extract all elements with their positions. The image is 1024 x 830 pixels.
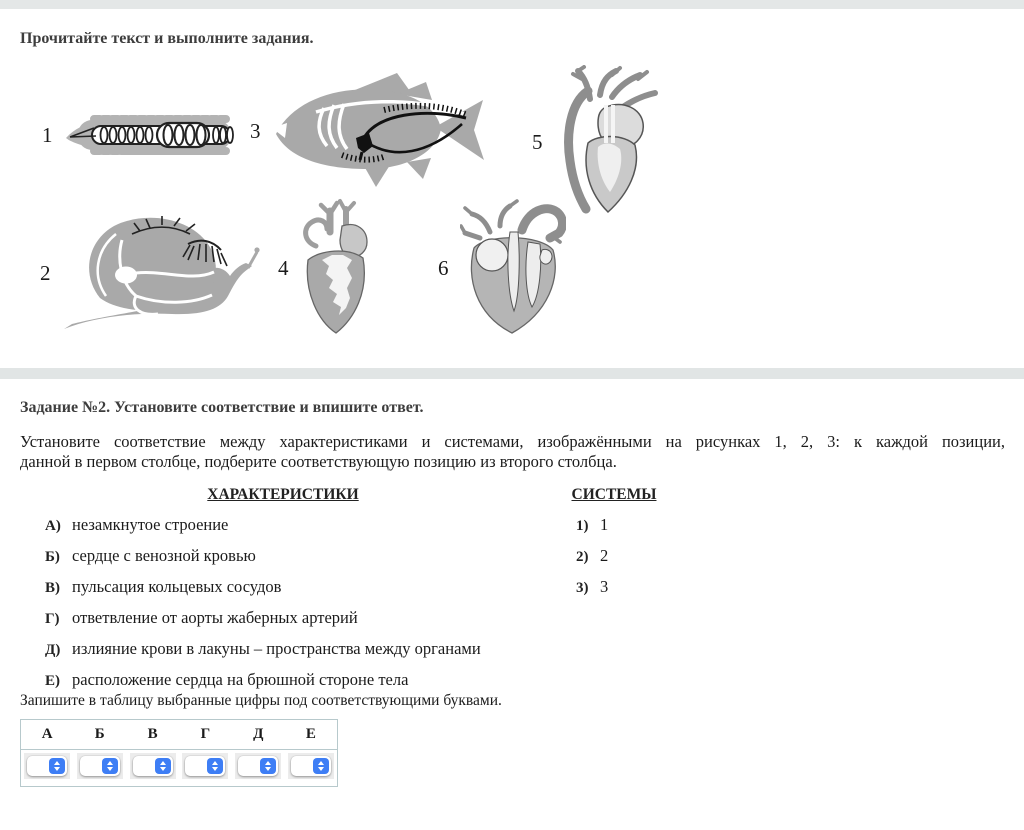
heart-aortic-arches-icon <box>554 65 662 220</box>
answer-cell-a <box>24 753 70 779</box>
system-item-2: 2) 2 <box>576 546 609 565</box>
figure-4 <box>278 198 372 338</box>
answer-col-g: Г <box>179 720 232 750</box>
write-note: Запишите в таблицу выбранные цифры под соответствующими буквами. <box>20 692 502 709</box>
system-item-3: 3) 3 <box>576 577 609 596</box>
figure-4-label: 4 <box>278 255 289 280</box>
figure-6 <box>438 198 566 338</box>
answer-select-g[interactable] <box>185 756 225 776</box>
figure-2-label: 2 <box>40 260 51 285</box>
answer-col-b: Б <box>73 720 126 750</box>
answer-col-a: А <box>21 720 74 750</box>
system-item-1: 1) 1 <box>576 515 609 534</box>
snail-circulatory-icon <box>62 212 262 334</box>
answer-select-a[interactable] <box>27 756 67 776</box>
answer-table-header-row <box>21 720 338 750</box>
earthworm-circulatory-icon <box>64 110 234 160</box>
select-stepper-icon <box>102 758 118 774</box>
systems-header: СИСТЕМЫ <box>571 486 657 503</box>
select-stepper-icon <box>313 758 329 774</box>
characteristic-item-b: Б) сердце с венозной кровью <box>45 546 256 565</box>
answer-select-b[interactable] <box>80 756 120 776</box>
three-chambered-heart-icon <box>460 198 566 338</box>
top-divider-bar <box>0 0 1024 9</box>
answer-table <box>20 719 338 787</box>
answer-table-select-row <box>21 750 338 787</box>
characteristics-column <box>20 486 546 696</box>
answer-select-v[interactable] <box>133 756 173 776</box>
figure-1 <box>42 110 234 160</box>
figure-5 <box>532 65 662 220</box>
characteristic-item-a: А) незамкнутое строение <box>45 515 229 534</box>
answer-col-d: Д <box>232 720 285 750</box>
characteristic-item-e: Е) расположение сердца на брюшной стороне тела <box>45 670 409 689</box>
characteristics-header: ХАРАКТЕРИСТИКИ <box>207 486 359 503</box>
characteristic-item-v: В) пульсация кольцевых сосудов <box>45 577 282 596</box>
task-title: Задание №2. Установите соответствие и впишите ответ. <box>20 399 424 416</box>
figure-6-label: 6 <box>438 255 449 280</box>
page-title: Прочитайте текст и выполните задания. <box>20 30 314 47</box>
select-stepper-icon <box>207 758 223 774</box>
answer-cell-b <box>77 753 123 779</box>
task-instruction: Установите соответствие между характеристиками и системами, изображёнными на рисунках 1, 2, 3: к каждой позиции, данной в первом столбце, подберите соответствующую позицию из второго столбца. <box>20 432 1005 471</box>
answer-cell-d <box>235 753 281 779</box>
select-stepper-icon <box>260 758 276 774</box>
answer-select-d[interactable] <box>238 756 278 776</box>
answer-cell-g <box>182 753 228 779</box>
answer-col-v: В <box>126 720 179 750</box>
matching-columns <box>20 486 1004 688</box>
figure-3-label: 3 <box>250 118 261 143</box>
answer-col-e: Е <box>285 720 338 750</box>
systems-column <box>556 486 672 603</box>
figure-2 <box>40 212 262 334</box>
select-stepper-icon <box>49 758 65 774</box>
fish-circulatory-icon <box>272 72 487 190</box>
answer-select-e[interactable] <box>291 756 331 776</box>
section-divider-bar <box>0 368 1024 379</box>
figure-3 <box>250 72 487 190</box>
figure-5-label: 5 <box>532 130 543 154</box>
two-chambered-heart-icon <box>300 198 372 338</box>
characteristic-item-d: Д) излияние крови в лакуны – пространства между органами <box>45 639 481 658</box>
select-stepper-icon <box>155 758 171 774</box>
answer-cell-e <box>288 753 334 779</box>
answer-cell-v <box>130 753 176 779</box>
characteristic-item-g: Г) ответвление от аорты жаберных артерий <box>45 608 358 627</box>
figures-panel <box>20 48 1004 368</box>
figure-1-label: 1 <box>42 122 53 147</box>
